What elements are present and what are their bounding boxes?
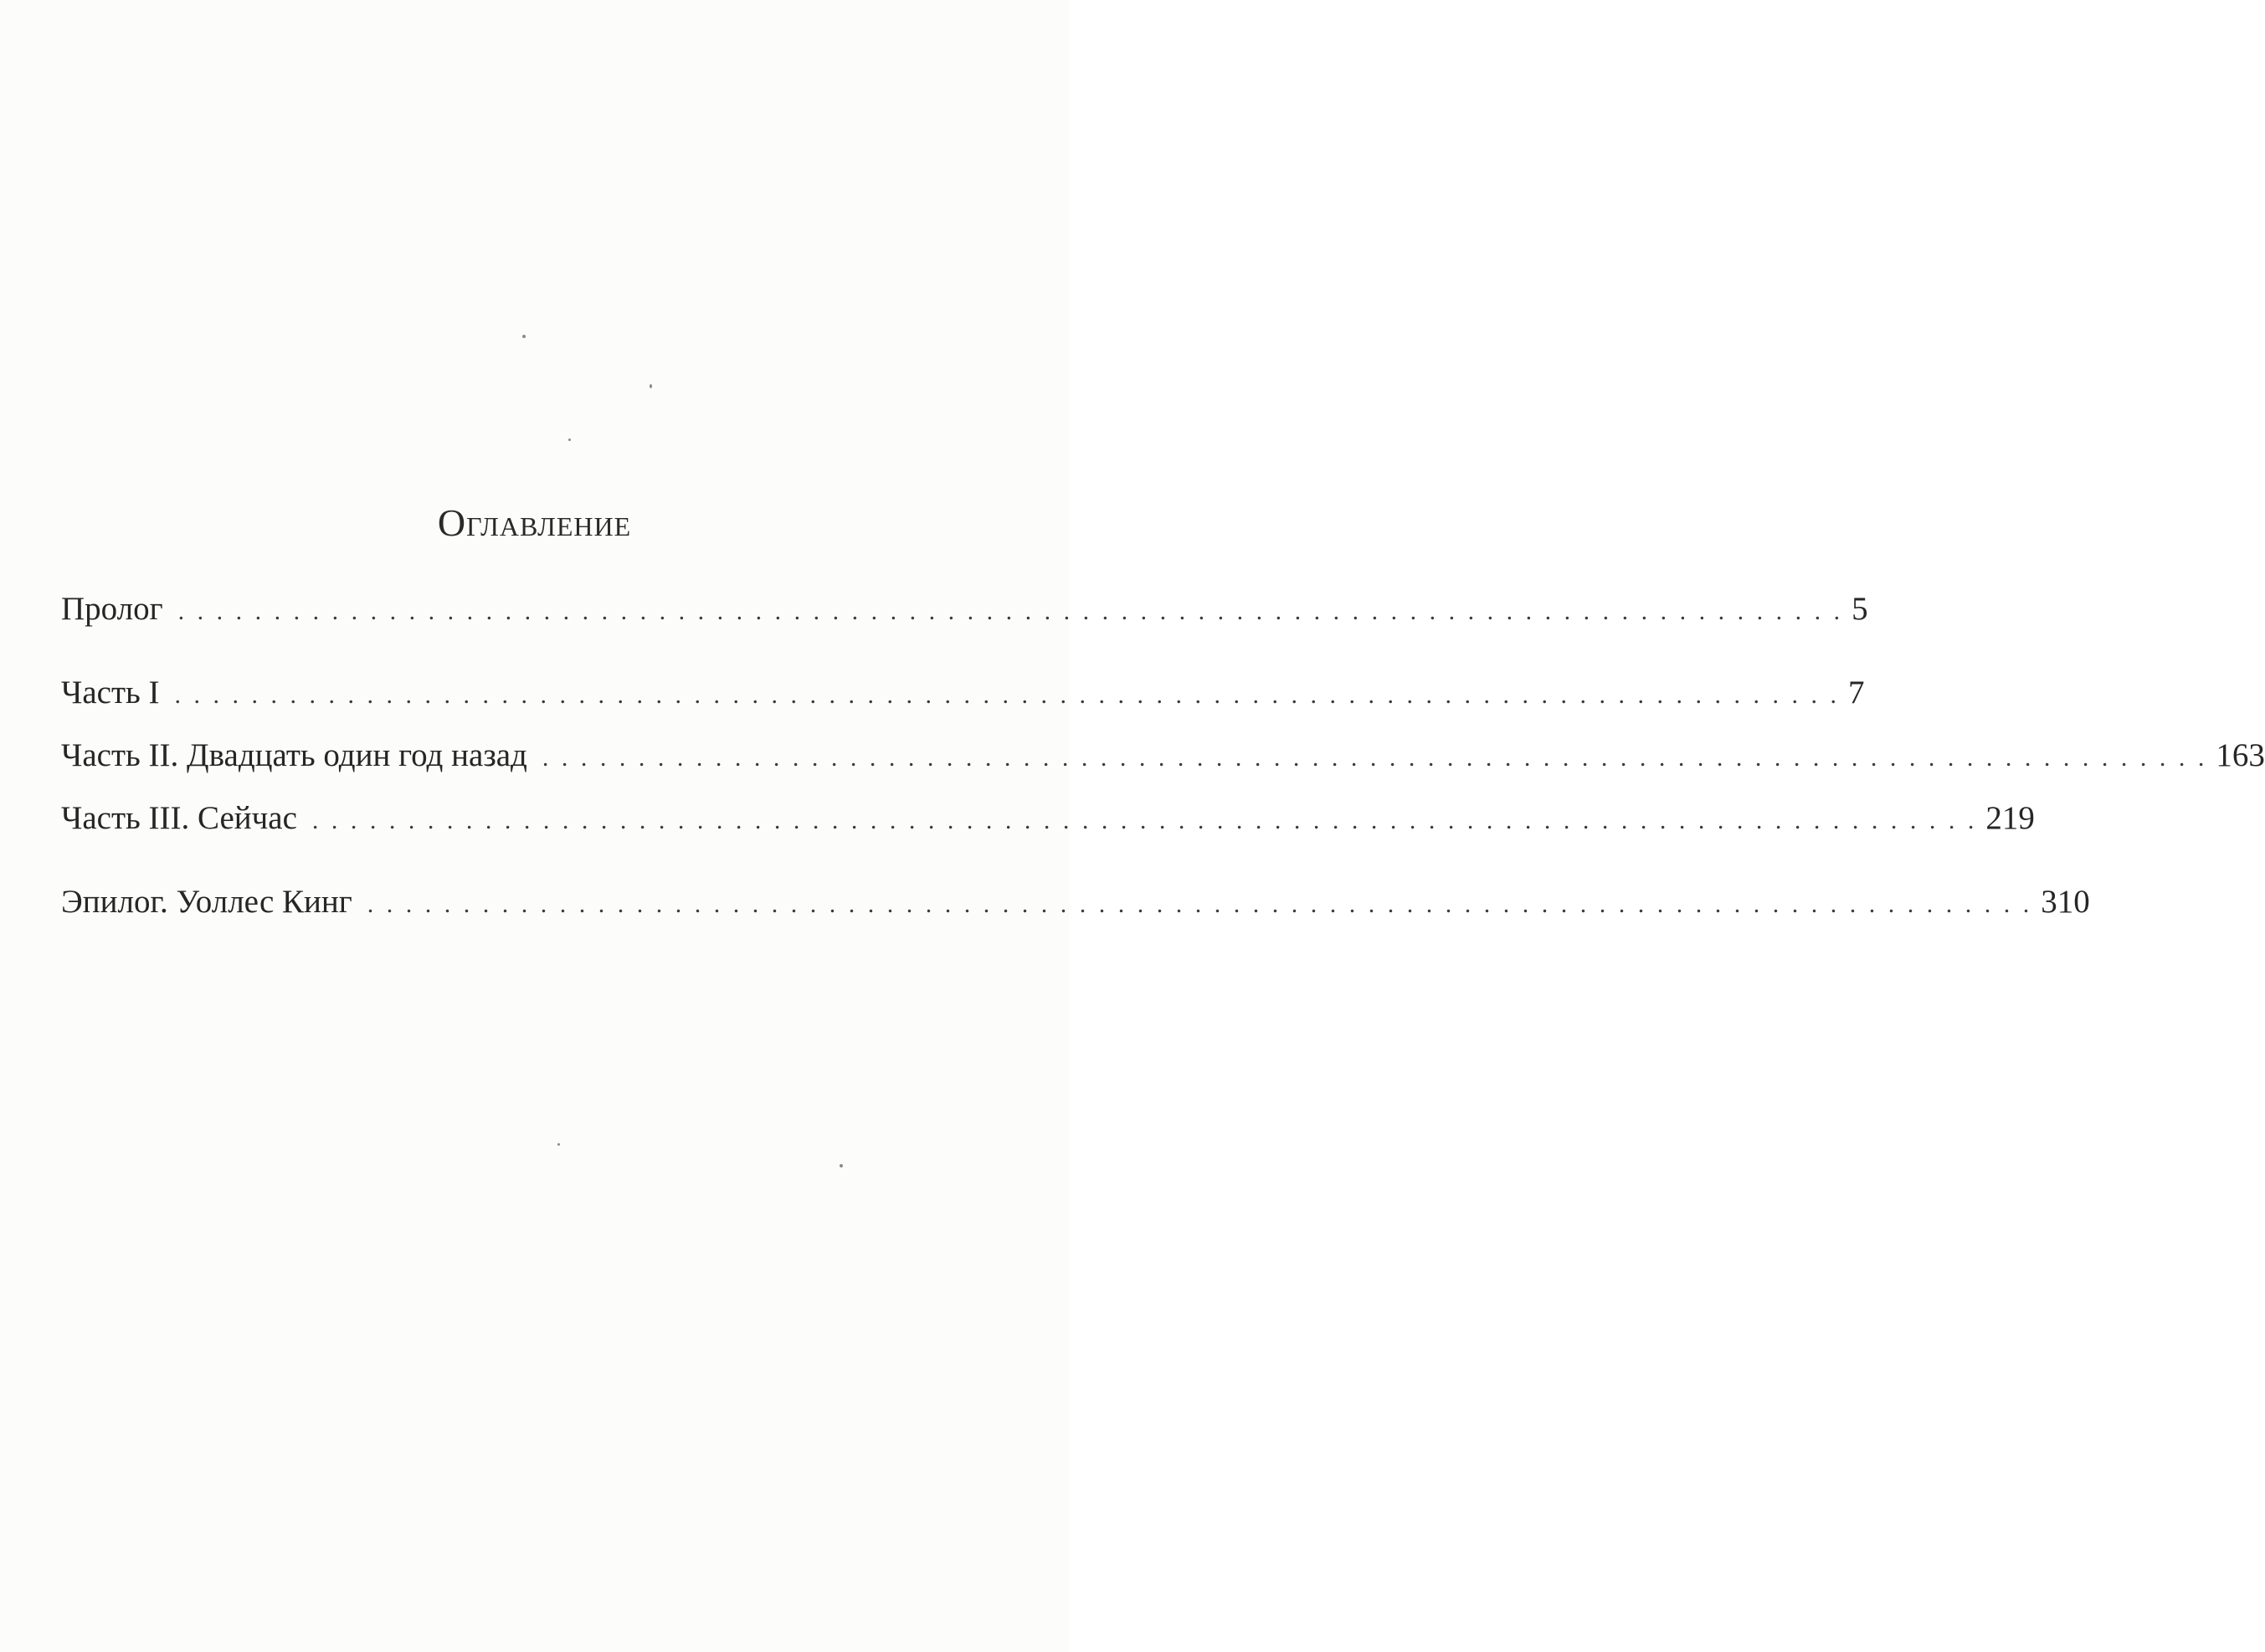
scan-speck: [650, 384, 652, 388]
scan-speck: [568, 439, 571, 441]
toc-entry-part-1[interactable]: [61, 674, 1865, 711]
dot-leader: . . . . . . . . . . . . . . . . . . . . . . . . . . . . . . . . . . . . . . . . . . . . . . . . . . . . . . . . . . . . . . . . . . . . . . . . . . . . . . . . . . . . . . .: [174, 681, 1841, 709]
dot-leader: . . . . . . . . . . . . . . . . . . . . . . . . . . . . . . . . . . . . . . . . . . . . . . . . . . . . . . . . . . . . . . . . . . . . . . . . . . . . . . . . . . . . . . .: [311, 807, 1978, 834]
scan-speck: [557, 1143, 560, 1146]
toc-entry-page-number: 7: [1848, 675, 1865, 711]
page-title: Оглавление: [437, 501, 632, 544]
dot-leader: . . . . . . . . . . . . . . . . . . . . . . . . . . . . . . . . . . . . . . . . . . . . . . . . . . . . . . . . . . . . . . . . . . . . . . . . . . . . . . . . . . . . . . .: [542, 744, 2208, 772]
toc-entry-page-number: 5: [1852, 591, 1868, 627]
scan-speck: [840, 1164, 843, 1167]
toc-entry-part-3[interactable]: [61, 799, 2035, 837]
toc-entry-part-2[interactable]: [61, 736, 2265, 774]
toc-entry-page-number: 310: [2041, 884, 2090, 920]
dot-leader: . . . . . . . . . . . . . . . . . . . . . . . . . . . . . . . . . . . . . . . . . . . . . . . . . . . . . . . . . . . . . . . . . . . . . . . . . . . . . . . . . . . . . . .: [367, 890, 2033, 918]
toc-entry-page-number: 219: [1985, 800, 2035, 836]
toc-entry-prologue[interactable]: [61, 590, 1868, 628]
toc-entry-epilogue[interactable]: [61, 883, 2090, 921]
toc-entry-label: Часть III. Сейчас: [61, 800, 297, 836]
dot-leader: . . . . . . . . . . . . . . . . . . . . . . . . . . . . . . . . . . . . . . . . . . . . . . . . . . . . . . . . . . . . . . . . . . . . . . . . . . . . . . . . . . . . . . .: [177, 598, 1844, 625]
toc-entry-label: Эпилог. Уоллес Кинг: [61, 884, 352, 920]
toc-entry-label: Часть I: [61, 675, 160, 711]
scan-speck: [522, 335, 526, 338]
toc-entry-label: Часть II. Двадцать один год назад: [61, 737, 527, 773]
toc-entry-label: Пролог: [61, 591, 163, 627]
toc-entry-page-number: 163: [2216, 737, 2265, 773]
